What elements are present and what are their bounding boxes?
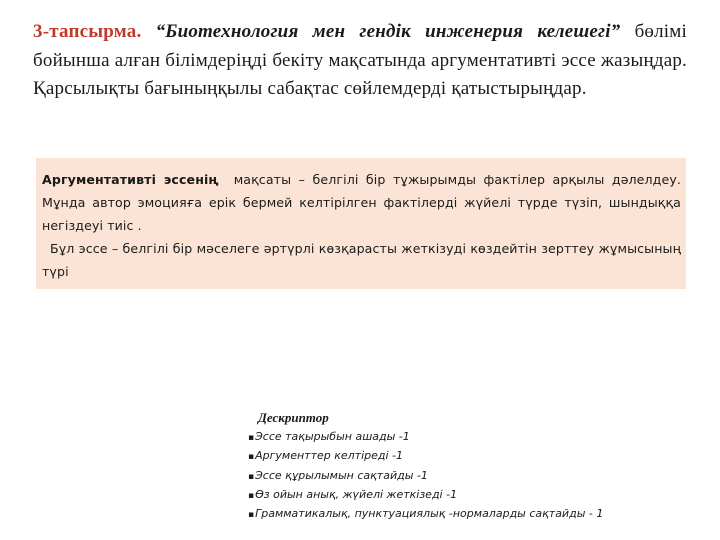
definition-paragraph bbox=[42, 168, 681, 237]
descriptor-item: ▪ Грамматикалық, пунктуациялық -нормаларды сақтайды - 1 bbox=[248, 505, 698, 524]
descriptor-block bbox=[248, 409, 698, 524]
descriptor-item: ▪ Өз ойын анық, жүйелі жеткізеді -1 bbox=[248, 486, 698, 505]
descriptor-list bbox=[248, 428, 698, 524]
task-body: бөлімі бойынша алған білімдеріңді бекіту мақсатында аргументативті эссе жазыңдар. Қарсылықты бағыныңқылы сабақтас сөйлемдерді қатыстырыңдар. bbox=[33, 21, 687, 99]
descriptor-item: ▪ Эссе құрылымын сақтайды -1 bbox=[248, 467, 698, 486]
definition-term: Аргументативті эссенің bbox=[42, 172, 219, 187]
definition-second: Бұл эссе – белгілі бір мәселеге әртүрлі көзқарасты жеткізуді көздейтін зерттеу жұмысының түрі bbox=[42, 241, 681, 279]
task-title: “Биотехнология мен гендік инженерия келешегі” bbox=[155, 21, 621, 42]
descriptor-item: ▪ Аргументтер келтіреді -1 bbox=[248, 447, 698, 466]
definition-box bbox=[36, 158, 686, 289]
task-paragraph bbox=[33, 18, 687, 104]
descriptor-item: ▪ Эссе тақырыбын ашады -1 bbox=[248, 428, 698, 447]
definition-text: мақсаты – белгілі бір тұжырымды фактілер арқылы дәлелдеу. Мұнда автор эмоцияға ерік бермей келтірілген фактілерді жүйелі түрде түзіп, шындыққа негіздеуі тиіс . bbox=[42, 172, 681, 233]
descriptor-title: Дескриптор bbox=[258, 410, 329, 425]
task-label: 3-тапсырма. bbox=[33, 21, 142, 42]
